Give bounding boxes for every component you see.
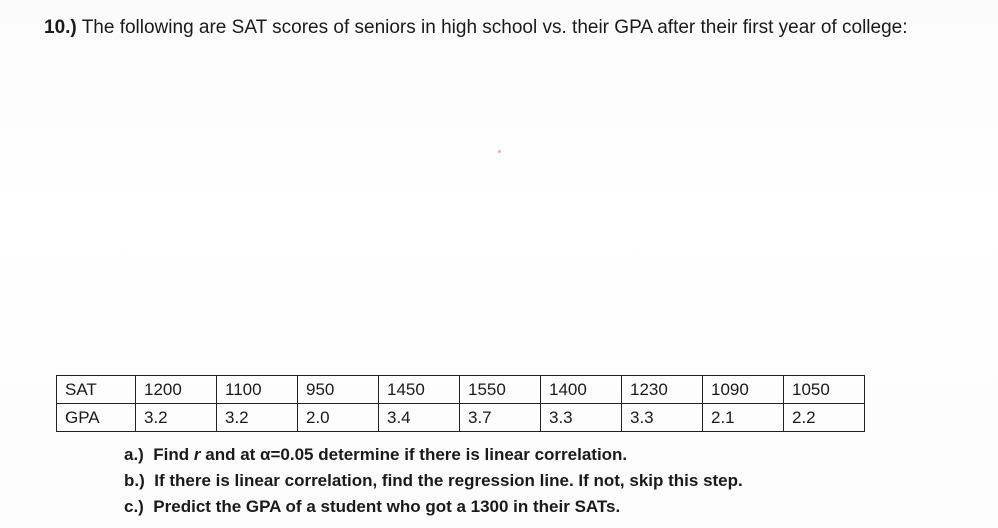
problem-statement: [44, 14, 944, 42]
table-cell: 3.7: [460, 404, 541, 432]
data-table: [56, 375, 865, 432]
row-label: SAT: [57, 376, 136, 404]
part-marker: c.): [124, 497, 144, 516]
table-cell: 2.0: [298, 404, 379, 432]
table-cell: 1050: [784, 376, 865, 404]
table-cell: 3.4: [379, 404, 460, 432]
part-italic: r: [193, 445, 201, 464]
question-parts: [124, 442, 743, 520]
table-row-gpa: [57, 404, 865, 432]
table-cell: 3.3: [541, 404, 622, 432]
part-text-after: and at α=0.05 determine if there is linear correlation.: [200, 445, 628, 464]
part-a: [124, 442, 743, 468]
part-text-before: Find: [153, 445, 194, 464]
table-cell: 1400: [541, 376, 622, 404]
part-marker: b.): [124, 471, 145, 490]
table-cell: 2.2: [784, 404, 865, 432]
table-cell: 1090: [703, 376, 784, 404]
table-cell: 1100: [217, 376, 298, 404]
table-cell: 2.1: [703, 404, 784, 432]
scan-speck: [498, 150, 501, 153]
table-cell: 1550: [460, 376, 541, 404]
part-text: If there is linear correlation, find the regression line. If not, skip this step.: [154, 471, 743, 490]
table-cell: 1230: [622, 376, 703, 404]
table-cell: 3.2: [217, 404, 298, 432]
part-b: [124, 468, 743, 494]
table-cell: 1450: [379, 376, 460, 404]
part-c: [124, 494, 743, 520]
table-cell: 1200: [136, 376, 217, 404]
part-marker: a.): [124, 445, 144, 464]
problem-number: 10.): [44, 17, 77, 38]
table-cell: 3.2: [136, 404, 217, 432]
table-cell: 3.3: [622, 404, 703, 432]
table-cell: 950: [298, 376, 379, 404]
row-label: GPA: [57, 404, 136, 432]
problem-text: The following are SAT scores of seniors in high school vs. their GPA after their first year of college:: [81, 17, 908, 38]
part-text: Predict the GPA of a student who got a 1300 in their SATs.: [153, 497, 621, 516]
table-row-sat: [57, 376, 865, 404]
